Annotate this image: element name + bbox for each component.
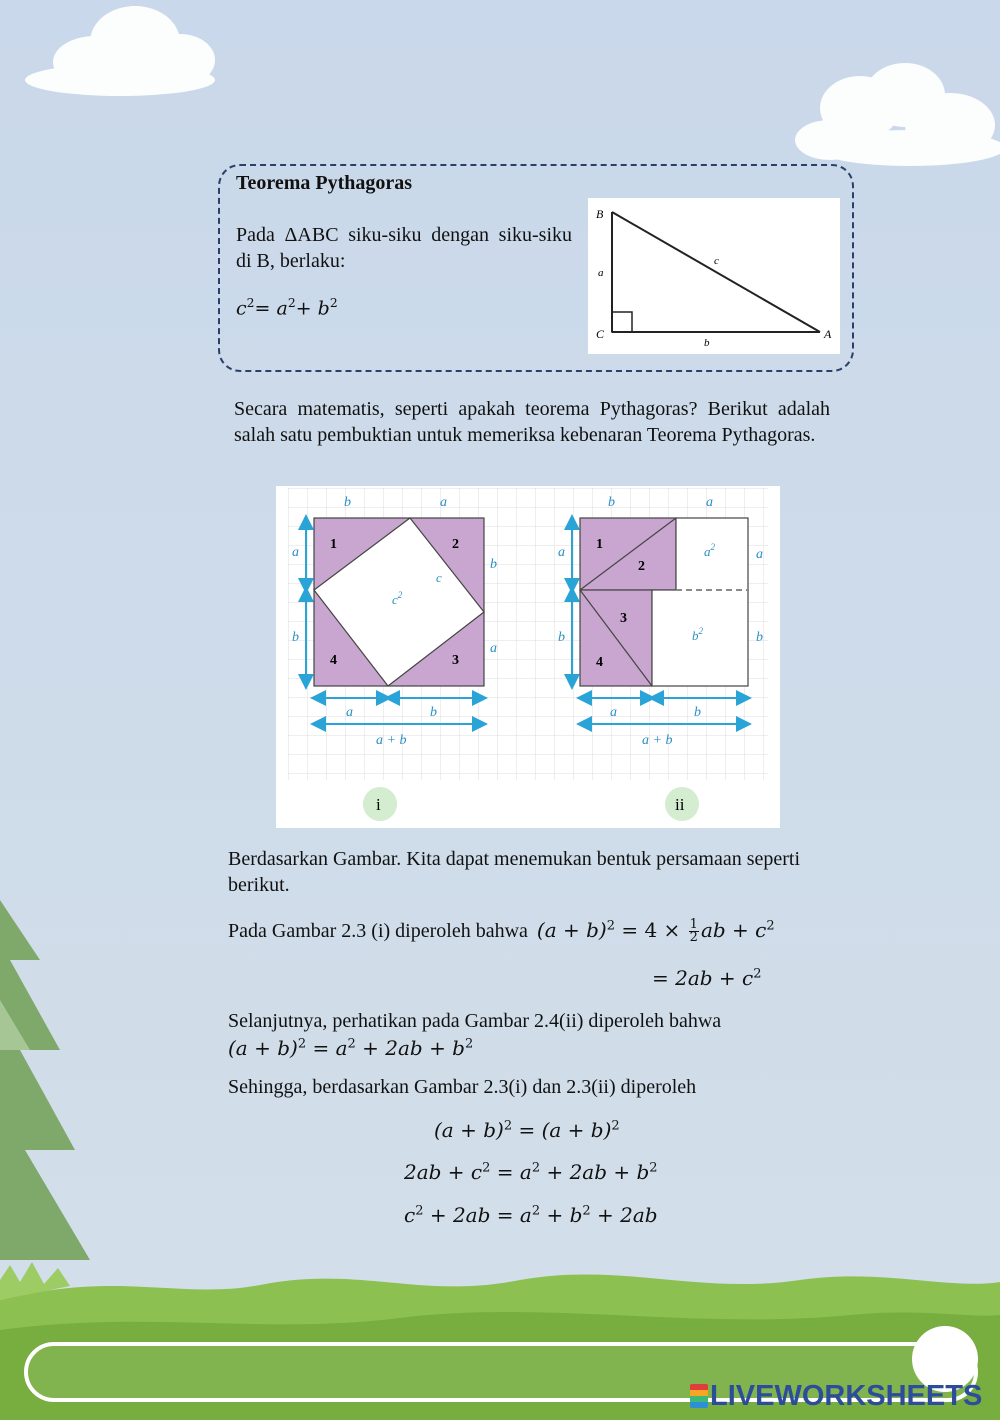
equation-2: $2ab + c^2 = a^2 + 2ab + b^2$ [404,1160,658,1184]
equation-3: $c^2 + 2ab = a^2 + b^2 + 2ab$ [404,1203,658,1227]
svg-text:b: b [558,630,565,645]
svg-text:a: a [706,495,713,510]
svg-text:a: a [292,545,299,560]
line-4-text: Sehingga, berdasarkan Gambar 2.3(i) dan 2.3(ii) diperoleh [228,1076,697,1098]
svg-text:4: 4 [596,655,603,670]
svg-text:a: a [490,641,497,656]
svg-text:2: 2 [452,537,459,552]
svg-text:3: 3 [452,653,459,668]
svg-text:b: b [430,705,437,720]
svg-text:3: 3 [620,611,627,626]
line-1: Pada Gambar 2.3 (i) diperoleh bahwa $(a + b)^2 = 4$ × $\frac{1}{2}$ ab + $c^2$ [228,917,775,945]
caption-ii: ii [675,795,685,814]
vertex-label-c: C [596,327,605,341]
side-label-c: c [714,255,719,267]
vertex-label-b: B [596,207,604,221]
svg-text:2: 2 [638,559,645,574]
intro-paragraph: Secara matematis, seperti apakah teorema Pythagoras? Berikut adalah salah satu pembuktian untuk memeriksa kebenaran Teorema Pythagoras. [234,398,830,446]
svg-text:a: a [440,495,447,510]
svg-text:b: b [608,495,615,510]
liveworksheets-logo[interactable]: LIVEWORKSHEETS [690,1380,982,1413]
body-paragraph: Berdasarkan Gambar. Kita dapat menemukan bentuk persamaan seperti berikut. [228,848,801,896]
line-3-text: Selanjutnya, perhatikan pada Gambar 2.4(ii) diperoleh bahwa [228,1010,722,1032]
right-angle-mark [612,312,632,332]
svg-text:c: c [436,570,442,585]
logo-mark-icon [690,1384,708,1408]
theorem-statement: Pada ΔABC siku-siku dengan siku-siku di B, berlaku: [236,224,572,272]
svg-text:b: b [344,495,351,510]
svg-text:b: b [490,557,497,572]
svg-text:c2: $c^2$ [392,590,403,607]
svg-text:a: a [756,547,763,562]
pythagoras-proof-figure [276,486,780,828]
svg-text:a + b: a + b [642,733,673,748]
vertex-label-a: A [824,327,832,341]
theorem-title: Teorema Pythagoras [236,172,413,194]
equation-1: $(a + b)^2 = (a + b)^2$ [434,1118,620,1142]
svg-text:b: b [756,630,763,645]
svg-text:b2: $b^2$ [692,626,703,643]
svg-text:4: 4 [330,653,337,668]
side-c [612,212,820,332]
caption-i: i [376,795,381,814]
svg-text:a: a [346,705,353,720]
line-2-equation: = $2ab + c^2$ [652,966,762,990]
svg-text:1: 1 [330,537,337,552]
svg-text:b: b [292,630,299,645]
svg-text:1: 1 [596,537,603,552]
svg-text:a: a [610,705,617,720]
svg-text:a + b: a + b [376,733,407,748]
line-3-equation: $(a + b)^2 = a^2 + 2ab + b^2$ [228,1036,474,1060]
svg-text:b: b [694,705,701,720]
right-triangle-figure [588,198,840,354]
svg-text:a: a [558,545,565,560]
side-label-a: a [598,267,604,279]
side-label-b: b [704,337,710,349]
theorem-formula: $c^2= a^2+ b^2$ [236,296,338,320]
svg-text:a2: $a^2$ [704,542,715,559]
